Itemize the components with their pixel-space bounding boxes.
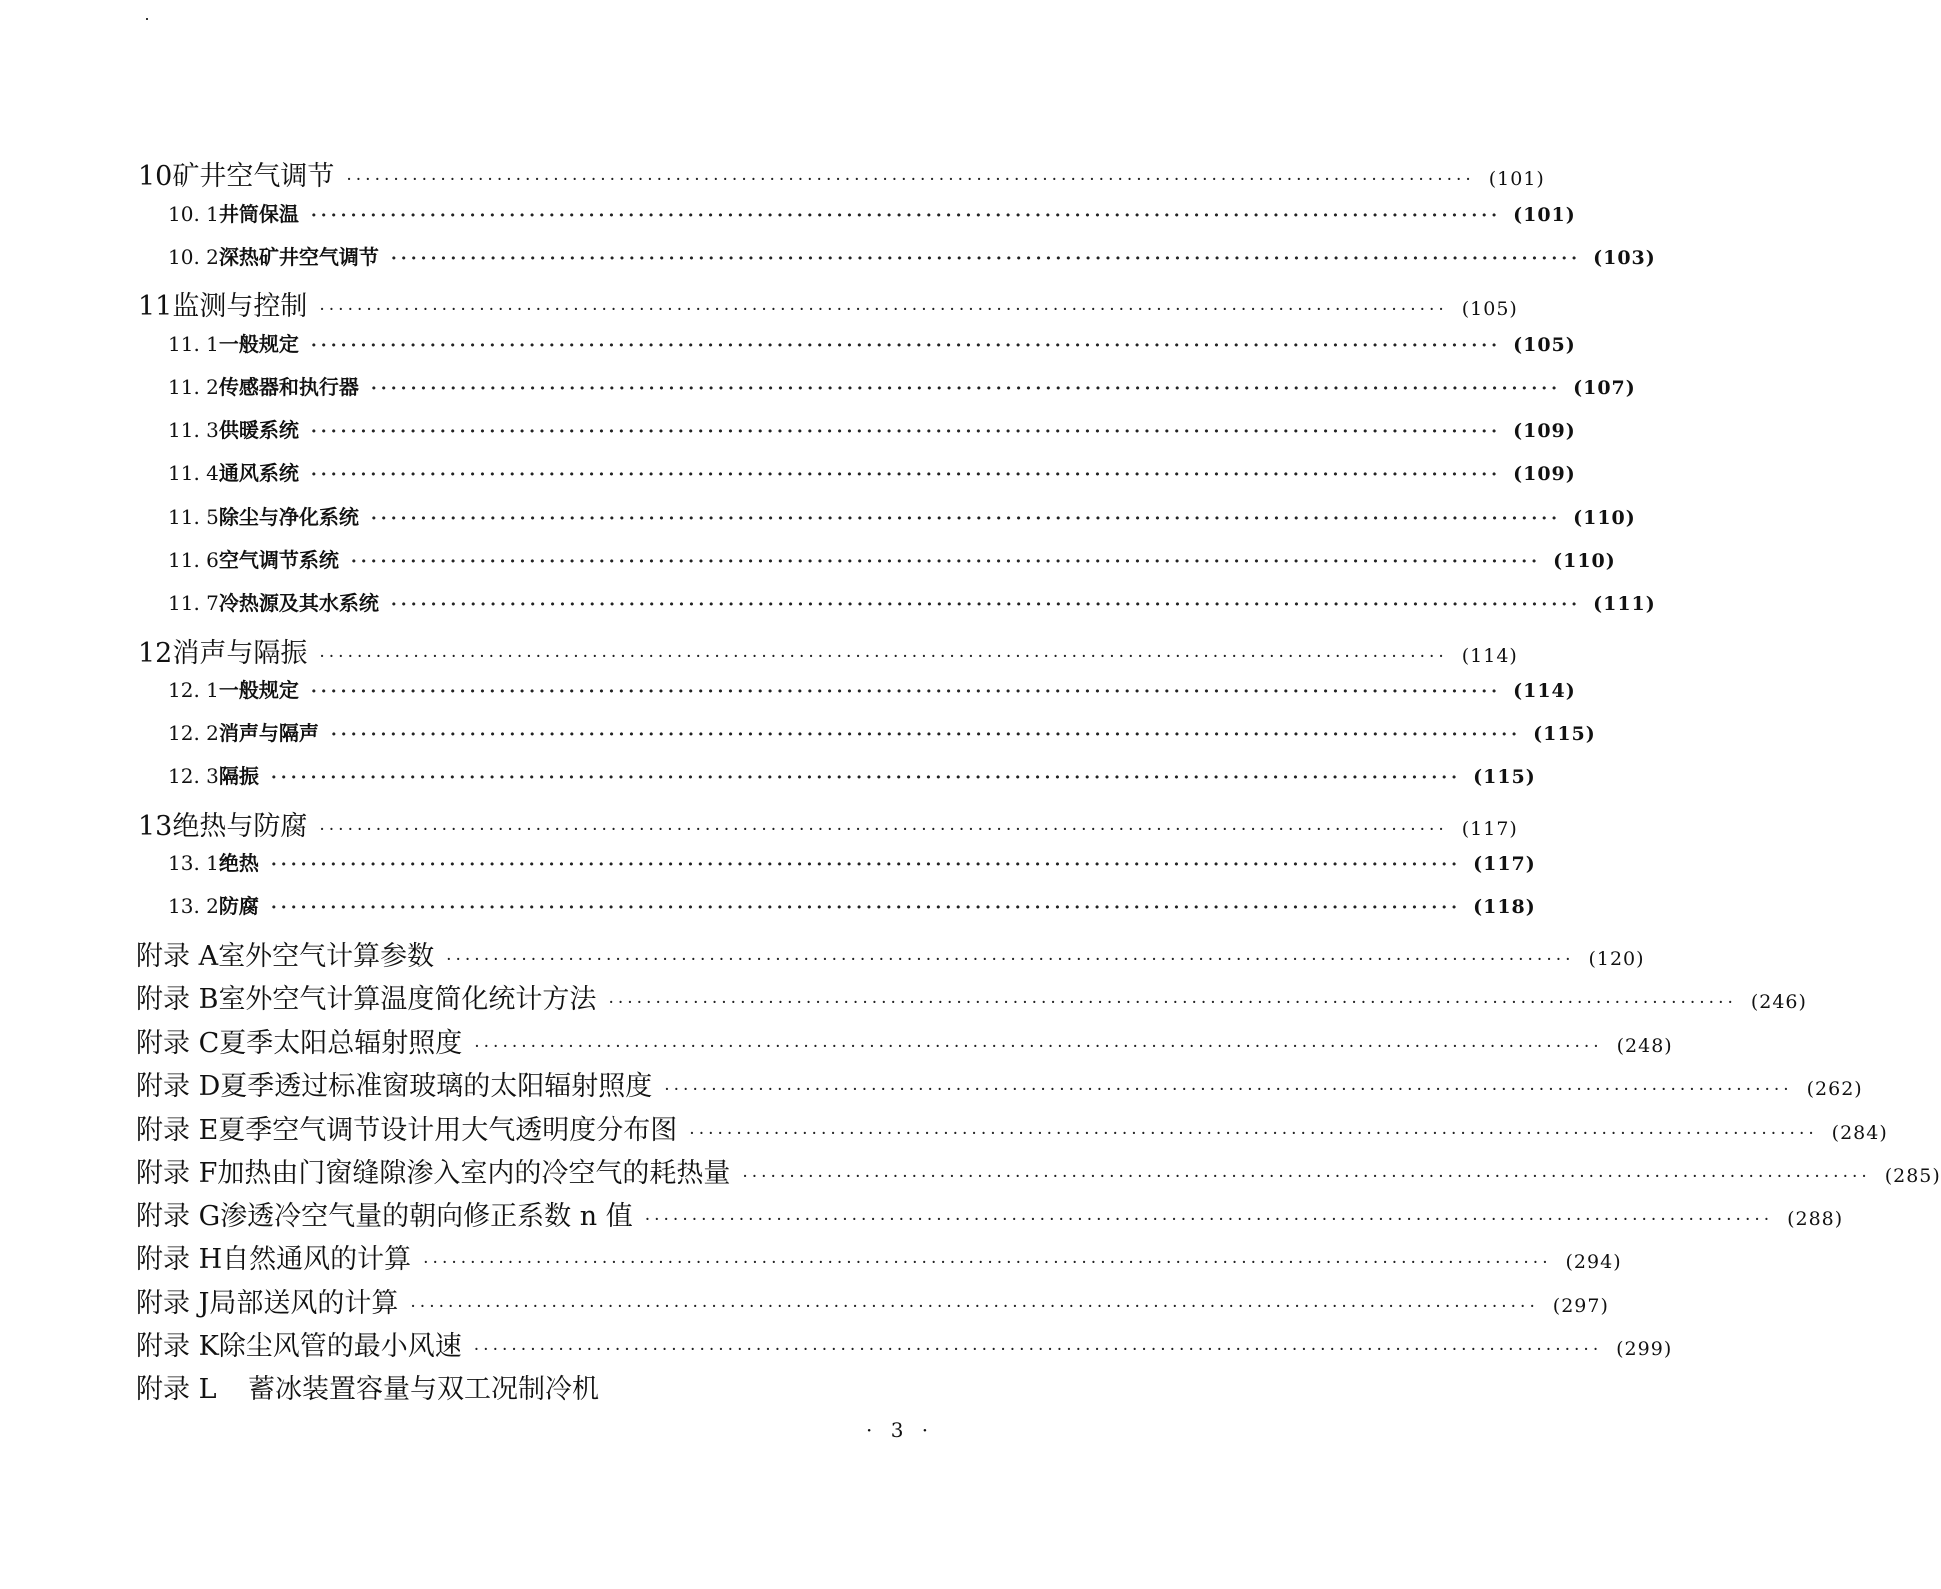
toc-entry-number: 12. 1 [168, 678, 219, 702]
toc-entry-title: 局部送风的计算 [209, 1288, 399, 1319]
dot-leader: ························································································································ [474, 1037, 1603, 1057]
scan-speck [146, 18, 148, 20]
dot-leader: ························································································································ [370, 379, 1562, 399]
toc-entry [136, 1324, 1673, 1363]
toc-entry-number: 10. 1 [168, 202, 219, 226]
toc-entry-title: 空气调节系统 [218, 548, 339, 572]
toc-entry-title: 夏季太阳总辐射照度 [219, 1028, 463, 1059]
toc-entry-page: (109) [1513, 463, 1576, 485]
toc-entry-page: (101) [1488, 168, 1545, 190]
toc-entry-title: 一般规定 [218, 678, 299, 702]
toc-entry [136, 1108, 1888, 1147]
toc-entry-page: (107) [1573, 377, 1636, 399]
dot-leader: ························································································································ [742, 1167, 1871, 1187]
toc-entry-page: (288) [1787, 1208, 1844, 1230]
toc-entry [168, 328, 1576, 357]
dot-leader: ························································································································ [608, 993, 1737, 1013]
toc-entry-number: 11. 4 [168, 461, 219, 485]
dot-leader: ························································································································ [473, 1340, 1603, 1360]
toc-entry-title: 加热由门窗缝隙渗入室内的冷空气的耗热量 [217, 1158, 731, 1189]
toc-entry [168, 198, 1576, 227]
toc-entry-title: 隔振 [218, 764, 259, 788]
toc-entry-page: (115) [1473, 766, 1536, 788]
toc-entry-page: (114) [1513, 680, 1576, 702]
toc-entry [136, 1151, 1941, 1190]
dot-leader: ························································································································ [390, 595, 1582, 615]
dot-leader: ························································································································ [689, 1124, 1818, 1144]
dot-leader: ························································································································ [330, 725, 1522, 745]
toc-entry [136, 1367, 599, 1406]
dot-leader: ························································································································ [644, 1210, 1774, 1230]
toc-entry-page: (297) [1552, 1295, 1609, 1317]
toc-entry-number: 附录 F [136, 1158, 218, 1189]
toc-entry-title: 矿井空气调节 [172, 161, 335, 192]
toc-entry-title: 消声与隔振 [172, 638, 308, 669]
dot-leader: ························································································································ [310, 682, 1502, 702]
toc-entry-page: (109) [1513, 420, 1576, 442]
toc-entry-number: 10 [138, 161, 173, 192]
toc-entry-page: (110) [1573, 507, 1636, 529]
toc-entry [168, 501, 1636, 530]
toc-entry [168, 760, 1536, 789]
toc-entry [138, 804, 1518, 843]
toc-entry-number: 附录 D [136, 1071, 221, 1102]
toc-entry-title: 防腐 [218, 894, 259, 918]
toc-entry-number: 11. 1 [168, 332, 219, 356]
toc-entry-title: 消声与隔声 [218, 721, 319, 745]
dot-leader: ························································································································ [423, 1253, 1552, 1273]
toc-entry-title: 夏季透过标准窗玻璃的太阳辐射照度 [220, 1071, 653, 1102]
toc-entry [138, 154, 1545, 193]
toc-entry-number: 附录 B [136, 984, 219, 1015]
toc-entry-number: 11 [138, 291, 173, 322]
toc-entry [136, 1281, 1609, 1320]
dot-leader: ························································································································ [390, 249, 1582, 269]
toc-entry-page: (118) [1473, 896, 1536, 918]
toc-entry-number: 13 [138, 811, 173, 842]
toc-entry [168, 717, 1596, 746]
toc-entry-title: 监测与控制 [172, 291, 308, 322]
toc-entry-page: (110) [1553, 550, 1616, 572]
toc-entry [168, 457, 1576, 486]
toc-entry-number: 12 [138, 638, 173, 669]
toc-entry-number: 11. 6 [168, 548, 219, 572]
dot-leader: ························································································································ [310, 206, 1502, 226]
toc-entry-title: 传感器和执行器 [218, 375, 359, 399]
toc-entry-title: 夏季空气调节设计用大气透明度分布图 [218, 1115, 678, 1146]
toc-entry-page: (111) [1593, 593, 1656, 615]
toc-entry-title: 除尘与净化系统 [218, 505, 359, 529]
toc-entry-number: 附录 G [136, 1201, 221, 1232]
toc-entry-number: 附录 J [136, 1288, 210, 1319]
dot-leader: ························································································································ [310, 336, 1502, 356]
dot-leader: ························································································································ [319, 820, 1448, 840]
toc-entry-page: (262) [1806, 1078, 1863, 1100]
toc-entry-title: 井筒保温 [218, 202, 299, 226]
dot-leader: ························································································································ [310, 465, 1502, 485]
toc-entry-number: 11. 7 [168, 591, 219, 615]
toc-entry [168, 544, 1616, 573]
dot-leader: ························································································································ [446, 950, 1575, 970]
toc-entry-number: 11. 2 [168, 375, 219, 399]
toc-entry [138, 284, 1518, 323]
dot-leader: ························································································································ [319, 647, 1448, 667]
toc-entry [168, 371, 1636, 400]
toc-entry-title: 绝热与防腐 [172, 811, 308, 842]
toc-entry [136, 934, 1645, 973]
toc-entry-title: 室外空气计算参数 [218, 941, 435, 972]
toc-entry-title: 深热矿井空气调节 [218, 245, 379, 269]
toc-entry-title: 绝热 [218, 851, 259, 875]
dot-leader: ························································································································ [346, 170, 1475, 190]
toc-entry [138, 631, 1518, 670]
toc-entry-title: 室外空气计算温度简化统计方法 [218, 984, 597, 1015]
toc-entry [168, 241, 1656, 270]
toc-entry-number: 附录 E [136, 1115, 219, 1146]
toc-entry-number: 附录 K [136, 1331, 219, 1362]
toc-entry-number: 附录 H [136, 1244, 223, 1275]
toc-entry-number: 附录 A [136, 941, 219, 972]
toc-entry-page: (115) [1533, 723, 1596, 745]
toc-entry-page: (294) [1565, 1251, 1622, 1273]
dot-leader: ························································································································ [410, 1297, 1539, 1317]
toc-entry-number: 12. 2 [168, 721, 219, 745]
toc-entry-page: (117) [1461, 818, 1518, 840]
toc-entry [168, 414, 1576, 443]
toc-entry-title: 通风系统 [218, 461, 299, 485]
toc-entry [168, 890, 1536, 919]
toc-entry [168, 587, 1656, 616]
toc-entry-page: (299) [1616, 1338, 1673, 1360]
dot-leader: ························································································································ [270, 855, 1462, 875]
dot-leader: ························································································································ [370, 509, 1562, 529]
toc-entry-page: (120) [1588, 948, 1645, 970]
toc-entry-title: 供暖系统 [218, 418, 299, 442]
dot-leader: ························································································································ [310, 422, 1502, 442]
dot-leader: ························································································································ [319, 300, 1448, 320]
toc-entry-page: (114) [1461, 645, 1518, 667]
toc-entry-title: 除尘风管的最小风速 [218, 1331, 462, 1362]
toc-entry-page: (246) [1750, 991, 1807, 1013]
toc-entry-number: 10. 2 [168, 245, 219, 269]
toc-entry-number: 11. 5 [168, 505, 219, 529]
toc-entry [136, 1064, 1863, 1103]
dot-leader: ························································································································ [664, 1080, 1793, 1100]
toc-entry-number: 11. 3 [168, 418, 219, 442]
toc-entry-title: 自然通风的计算 [222, 1244, 412, 1275]
toc-entry [136, 1021, 1673, 1060]
toc-entry [168, 674, 1576, 703]
toc-entry-page: (101) [1513, 204, 1576, 226]
toc-entry-title: 蓄冰装置容量与双工况制冷机 [248, 1374, 599, 1405]
toc-entry-page: (284) [1831, 1122, 1888, 1144]
toc-entry-page: (285) [1884, 1165, 1941, 1187]
toc-entry-number: 12. 3 [168, 764, 219, 788]
toc-entry [136, 1194, 1844, 1233]
toc-entry-page: (105) [1513, 334, 1576, 356]
toc-entry-number: 附录 C [136, 1028, 220, 1059]
toc-entry-number: 13. 1 [168, 851, 219, 875]
toc-entry-title: 渗透冷空气量的朝向修正系数 n 值 [220, 1201, 633, 1232]
dot-leader: ························································································································ [350, 552, 1542, 572]
toc-entry [168, 847, 1536, 876]
toc-entry-page: (105) [1461, 298, 1518, 320]
toc-entry-page: (248) [1616, 1035, 1673, 1057]
toc-entry-page: (103) [1593, 247, 1656, 269]
toc-entry-page: (117) [1473, 853, 1536, 875]
dot-leader: ························································································································ [270, 898, 1462, 918]
toc-entry-title: 一般规定 [218, 332, 299, 356]
toc-entry [136, 977, 1807, 1016]
dot-leader: ························································································································ [270, 768, 1462, 788]
page-number: · 3 · [866, 1418, 935, 1442]
toc-entry-title: 冷热源及其水系统 [218, 591, 379, 615]
toc-entry-number: 13. 2 [168, 894, 219, 918]
toc-entry-number: 附录 L [136, 1374, 217, 1405]
toc-entry [136, 1237, 1622, 1276]
